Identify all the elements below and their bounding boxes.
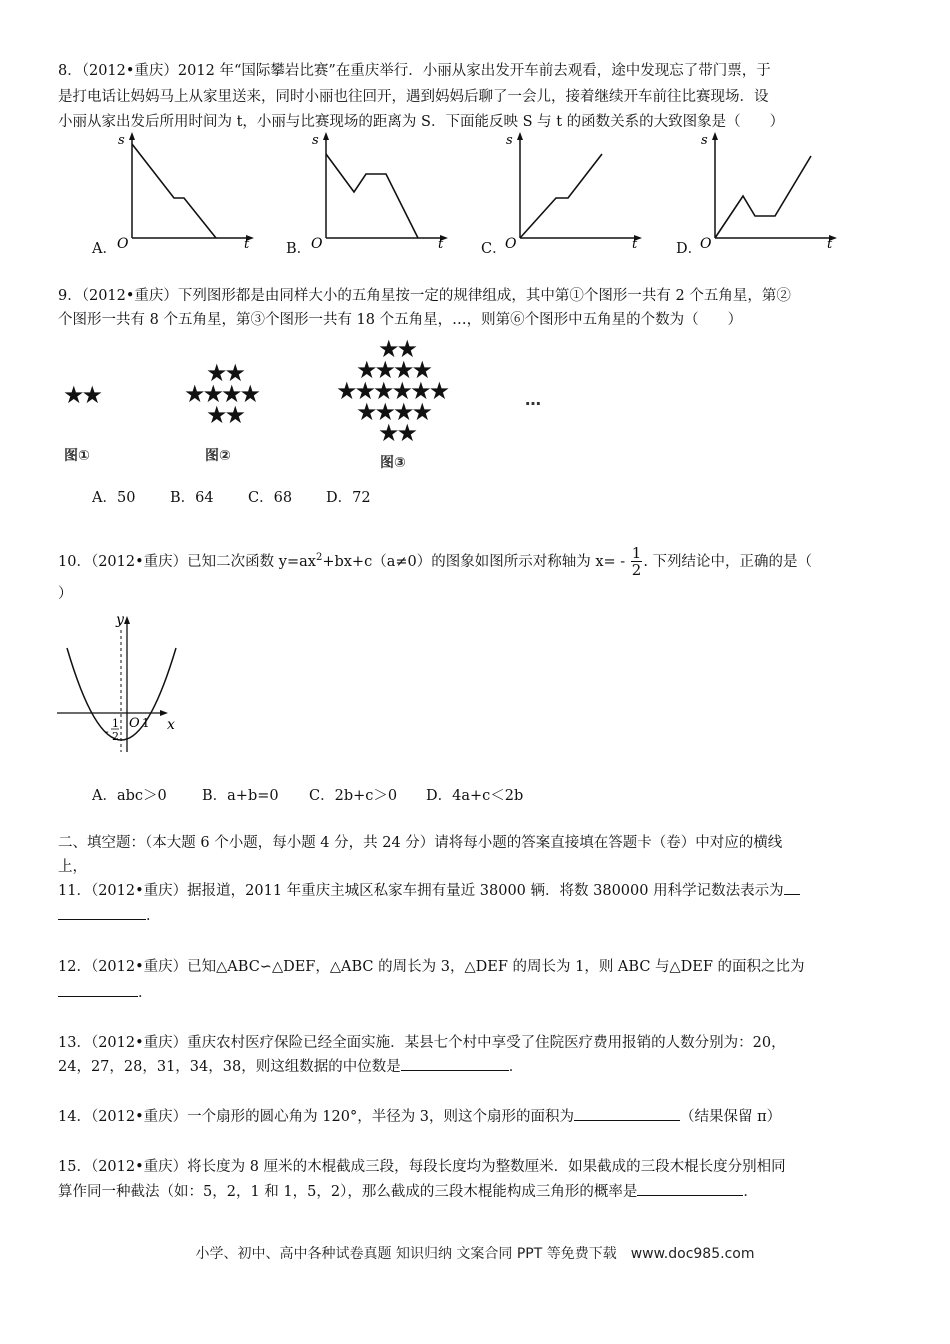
q8-graph-d bbox=[695, 130, 845, 250]
q9-option-a: A．50 bbox=[92, 490, 136, 506]
q8-graph-a-origin: O bbox=[117, 236, 129, 250]
q11-blank-start[interactable] bbox=[784, 880, 800, 895]
q10-tick-half-den: 2 bbox=[112, 730, 119, 743]
q9-caption-1: 图① bbox=[64, 448, 90, 464]
q8-graph-b bbox=[306, 130, 456, 250]
q9-line1: 9．（2012•重庆）下列图形都是由同样大小的五角星按一定的规律组成，其中第①个图形一共有 2 个五角星，第② bbox=[58, 288, 791, 304]
q15-text: 算作同一种截法（如：5，2，1 和 1，5，2），那么截成的三段木棍能构成三角形的概率是 bbox=[58, 1184, 638, 1200]
q10-frac-den: 2 bbox=[631, 561, 642, 580]
q11-line1 bbox=[58, 880, 800, 902]
q15-answer-blank[interactable] bbox=[637, 1181, 743, 1196]
q10-option-a: A．abc＞0 bbox=[92, 788, 167, 804]
q15-line2 bbox=[58, 1181, 758, 1203]
q12-end: ． bbox=[138, 985, 153, 1001]
q8-graph-b-origin: O bbox=[311, 236, 323, 250]
q10-line2: ） bbox=[58, 586, 73, 602]
q10-line1 bbox=[58, 544, 812, 578]
q14-line1 bbox=[58, 1106, 781, 1128]
q9-line2: 个图形一共有 8 个五角星，第③个图形一共有 18 个五角星，…，则第⑥个图形中五角星的个数为（ ） bbox=[58, 312, 743, 328]
q11-text: 11．（2012•重庆）据报道，2011 年重庆主城区私家车拥有量近 38000 辆．将数 380000 用科学记数法表示为 bbox=[58, 883, 784, 899]
q8-graph-c-t-label: t bbox=[632, 237, 638, 250]
q8-option-d: D． bbox=[676, 241, 703, 257]
q8-graph-d-t-label: t bbox=[827, 237, 833, 250]
q14-text: 14．（2012•重庆）一个扇形的圆心角为 120°，半径为 3，则这个扇形的面积为 bbox=[58, 1109, 575, 1125]
q9-fig1-row1: ★★ bbox=[63, 381, 101, 409]
q9-option-d: D．72 bbox=[326, 490, 371, 506]
q11-line2 bbox=[58, 905, 161, 927]
q10-line1-b: +bx+c（a≠0）的图象如图所示对称轴为 x= - bbox=[322, 553, 626, 570]
q10-tick-half-num: 1 bbox=[112, 717, 119, 730]
q10-y-label: y bbox=[116, 612, 124, 628]
q10-option-c: C．2b+c＞0 bbox=[309, 788, 398, 804]
q13-answer-blank[interactable] bbox=[401, 1056, 509, 1071]
q8-graph-b-s-label: s bbox=[312, 133, 319, 148]
q8-option-c: C． bbox=[481, 241, 507, 257]
q9-fig2-row2: ★★★★ bbox=[184, 380, 259, 408]
q12-answer-blank[interactable] bbox=[58, 982, 138, 997]
q9-fig2-row3: ★★ bbox=[206, 401, 244, 429]
q13-line2 bbox=[58, 1056, 523, 1078]
q10-line1-a: 10．（2012•重庆）已知二次函数 y=ax bbox=[58, 553, 316, 570]
section2-line1: 二、填空题：（本大题 6 个小题，每小题 4 分，共 24 分）请将每小题的答案直接填在答题卡（卷）中对应的横线 bbox=[58, 835, 783, 851]
q15-end: ． bbox=[743, 1184, 758, 1200]
q14-answer-blank[interactable] bbox=[574, 1106, 680, 1121]
q12-line2 bbox=[58, 982, 153, 1004]
q8-graph-c-origin: O bbox=[505, 236, 517, 250]
q10-tick-1: 1 bbox=[142, 716, 150, 730]
q9-option-b: B．64 bbox=[170, 490, 214, 506]
q9-caption-3: 图③ bbox=[380, 455, 406, 471]
q12-line1: 12．（2012•重庆）已知△ABC∽△DEF，△ABC 的周长为 3，△DEF 的周长为 1，则 ABC 与△DEF 的面积之比为 bbox=[58, 959, 805, 975]
q8-option-b: B． bbox=[286, 241, 312, 257]
q10-parabola-graph bbox=[55, 610, 195, 760]
q9-fig3-row1: ★★ bbox=[378, 335, 416, 363]
q8-line2: 是打电话让妈妈马上从家里送来，同时小丽也往回开，遇到妈妈后聊了一会儿，接着继续开车前往比赛现场．设 bbox=[58, 89, 769, 105]
q8-graph-b-t-label: t bbox=[438, 237, 444, 250]
q8-graph-d-origin: O bbox=[700, 236, 712, 250]
q10-fraction bbox=[631, 545, 643, 578]
q8-graph-a bbox=[112, 130, 262, 250]
q9-fig2-row1: ★★ bbox=[206, 359, 244, 387]
q10-sup: 2 bbox=[315, 552, 323, 563]
page-footer: 小学、初中、高中各种试卷真题 知识归纳 文案合同 PPT 等免费下载 www.doc985.com bbox=[195, 1246, 755, 1262]
section2-line2: 上， bbox=[58, 859, 87, 875]
q9-fig3-row2: ★★★★ bbox=[356, 356, 431, 384]
q8-line1: 8．（2012•重庆）2012 年“国际攀岩比赛”在重庆举行．小丽从家出发开车前去观看，途中发现忘了带门票，于 bbox=[58, 63, 771, 79]
q8-option-a: A． bbox=[92, 241, 117, 257]
q10-option-b: B．a+b=0 bbox=[202, 788, 279, 804]
q10-tick-minus: - bbox=[105, 725, 109, 738]
q15-line1: 15．（2012•重庆）将长度为 8 厘米的木棍截成三段，每段长度均为整数厘米．如果截成的三段木棍长度分别相同 bbox=[58, 1159, 786, 1175]
q10-x-label: x bbox=[167, 717, 175, 733]
q9-fig3-row5: ★★ bbox=[378, 419, 416, 447]
q8-graph-a-t-label: t bbox=[244, 237, 250, 250]
q11-end: ． bbox=[146, 908, 161, 924]
q8-line3: 小丽从家出发后所用时间为 t，小丽与比赛现场的距离为 S．下面能反映 S 与 t 的函数关系的大致图象是（ ） bbox=[58, 114, 785, 130]
q10-origin: O bbox=[129, 716, 140, 731]
q9-fig3-row4: ★★★★ bbox=[356, 398, 431, 426]
q9-option-c: C．68 bbox=[248, 490, 293, 506]
q13-end: ． bbox=[508, 1059, 524, 1075]
q10-option-d: D．4a+c＜2b bbox=[426, 788, 524, 804]
q10-line1-c: . 下列结论中，正确的是（ bbox=[643, 553, 813, 570]
q13-line1: 13．（2012•重庆）重庆农村医疗保险已经全面实施．某县七个村中享受了住院医疗费用报销的人数分别为：20， bbox=[58, 1035, 786, 1051]
q14-end: （结果保留 π） bbox=[680, 1109, 782, 1125]
q9-caption-2: 图② bbox=[205, 448, 231, 464]
q8-graph-d-s-label: s bbox=[701, 133, 708, 148]
q13-text: 24，27，28，31，34，38，则这组数据的中位数是 bbox=[58, 1059, 401, 1075]
q8-graph-c bbox=[500, 130, 650, 250]
q9-fig3-row3: ★★★★★★ bbox=[336, 377, 448, 405]
q9-ellipsis: … bbox=[525, 390, 541, 409]
q11-answer-blank[interactable] bbox=[58, 905, 146, 920]
q10-frac-num: 1 bbox=[631, 544, 642, 563]
q8-graph-a-s-label: s bbox=[118, 133, 125, 148]
q8-graph-c-s-label: s bbox=[506, 133, 513, 148]
